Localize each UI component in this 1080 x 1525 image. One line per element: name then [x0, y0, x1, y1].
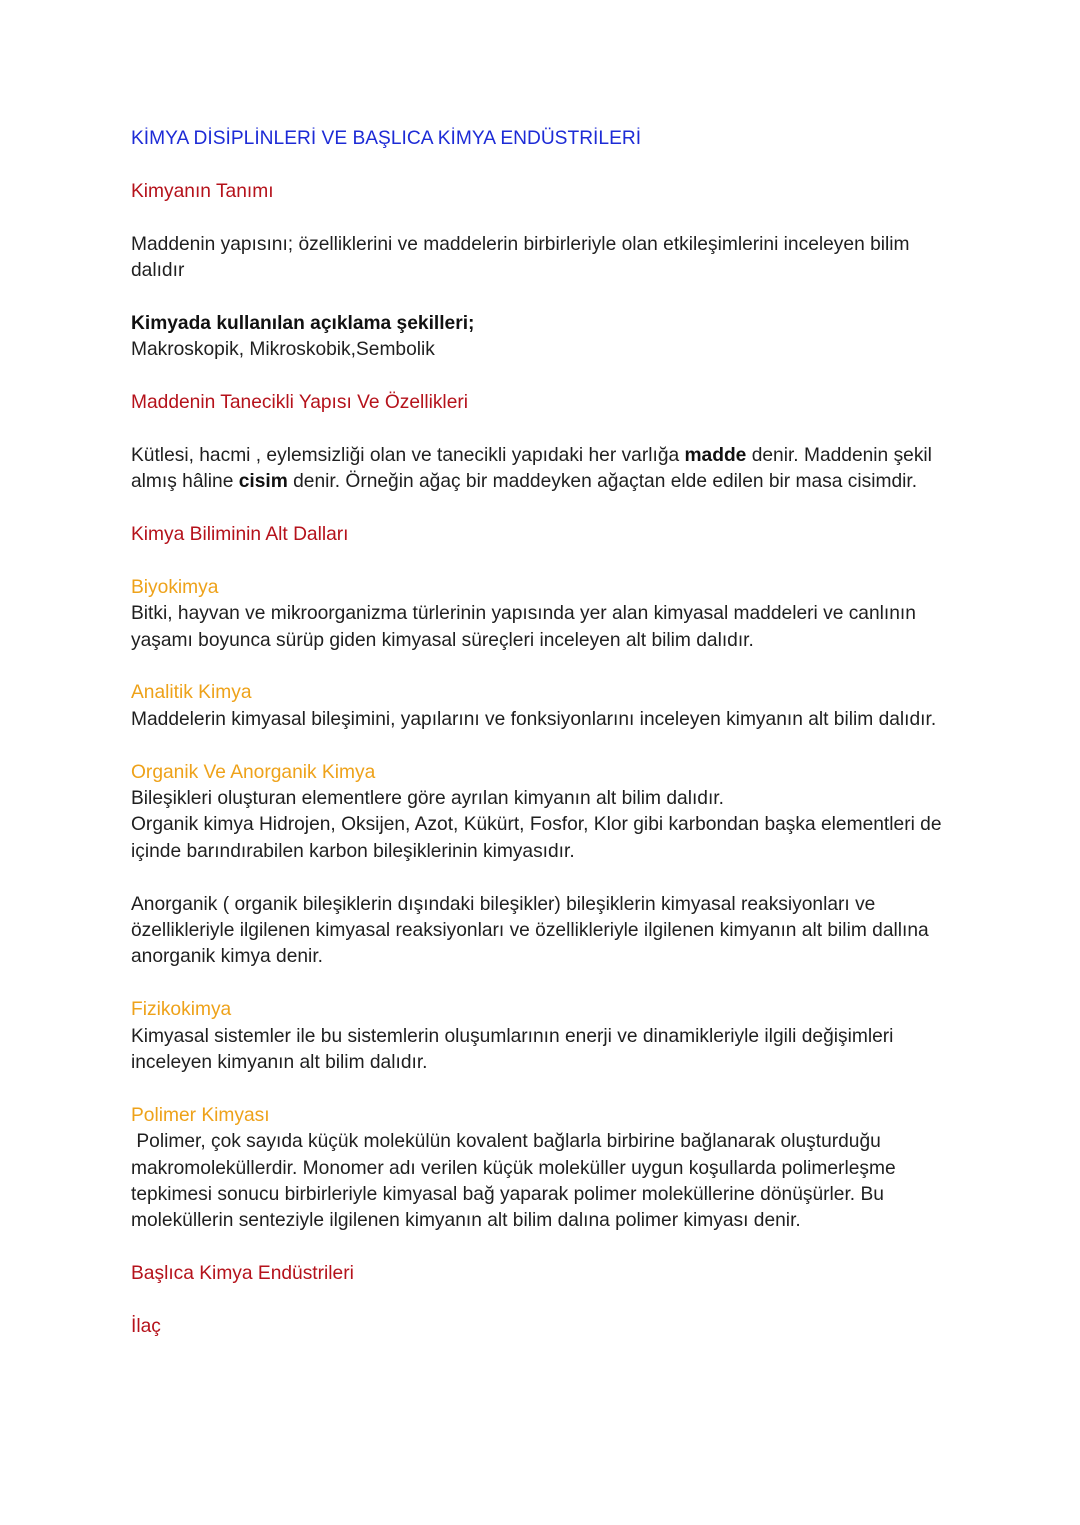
subheading-organic: Organik Ve Anorganik Kimya [131, 761, 376, 783]
explanation-text: Makroskopik, Mikroskobik,Sembolik [131, 339, 435, 361]
definition-text: Maddenin yapısını; özelliklerini ve maddelerin birbirleriyle olan etkileşimlerini inceleyen bilim dalıdır [131, 233, 910, 281]
bold-madde: madde [684, 444, 747, 466]
subheading-analytic: Analitik Kimya [131, 682, 252, 704]
heading-particles: Maddenin Tanecikli Yapısı Ve Özellikleri [131, 392, 469, 413]
polymer-text: Polimer, çok sayıda küçük molekülün kovalent bağlarla birbirine bağlanarak oluşturduğu makromoleküllerdir. Monomer adı verilen küçük moleküller uygun koşullarda polimerleşme tepkimesi sonucu birbirleriyle kimyasal bağ yaparak polimer moleküllerine dönüşürler. Bu moleküllerin senteziyle ilgilenen kimyanın alt bilim dalına polimer kimyası denir. [131, 1131, 901, 1232]
biochem-text: Bitki, hayvan ve mikroorganizma türlerinin yapısında yer alan kimyasal maddeleri ve canlının yaşamı boyunca sürüp giden kimyasal süreçleri inceleyen alt bilim dalıdır. [131, 603, 916, 651]
subheading-polymer: Polimer Kimyası [131, 1104, 270, 1126]
heading-definition: Kimyanın Tanımı [131, 180, 274, 202]
subheading-physchem: Fizikokimya [131, 999, 232, 1021]
physchem-text: Kimyasal sistemler ile bu sistemlerin oluşumlarının enerji ve dinamikleriyle ilgili değişimleri inceleyen kimyanın alt bilim dalıdır. [131, 1025, 894, 1074]
heading-branches: Kimya Biliminin Alt Dalları [131, 524, 349, 545]
bold-cisim: cisim [238, 471, 288, 493]
document-page [131, 126, 961, 1340]
inorganic-text: Anorganik ( organik bileşiklerin dışındaki bileşikler) bileşiklerin kimyasal reaksiyonları ve özellikleriyle ilgilenen kimyasal reaksiyonları ve özellikleriyle ilgilenen kimyanın alt bilim dallına anorganik kimya denir. [131, 893, 929, 968]
heading-industries: Başlıca Kimya Endüstrileri [131, 1263, 354, 1285]
analytic-text: Maddelerin kimyasal bileşimini, yapılarını ve fonksiyonlarını inceleyen kimyanın alt bilim dalıdır. [131, 708, 937, 730]
subheading-biochem: Biyokimya [131, 576, 219, 598]
organic-text-1: Bileşikleri oluşturan elementlere göre ayrılan kimyanın alt bilim dalıdır. [131, 788, 724, 810]
particles-text: Kütlesi, hacmi , eylemsizliği olan ve tanecikli yapıdaki her varlığa madde denir. Maddenin şekil almış hâline cisim denir. Örneğin ağaç bir maddeyken ağaçtan elde edilen bir masa cisimdir. [131, 444, 932, 493]
document-title: KİMYA DİSİPLİNLERİ VE BAŞLICA KİMYA ENDÜSTRİLERİ [131, 128, 642, 149]
industry-item-ilac: İlaç [131, 1316, 161, 1338]
explanation-heading: Kimyada kullanılan açıklama şekilleri; [131, 312, 475, 334]
organic-text-2: Organik kimya Hidrojen, Oksijen, Azot, Kükürt, Fosfor, Klor gibi karbondan başka elementleri de içinde barındırabilen karbon bileşiklerinin kimyasıdır. [131, 814, 942, 862]
